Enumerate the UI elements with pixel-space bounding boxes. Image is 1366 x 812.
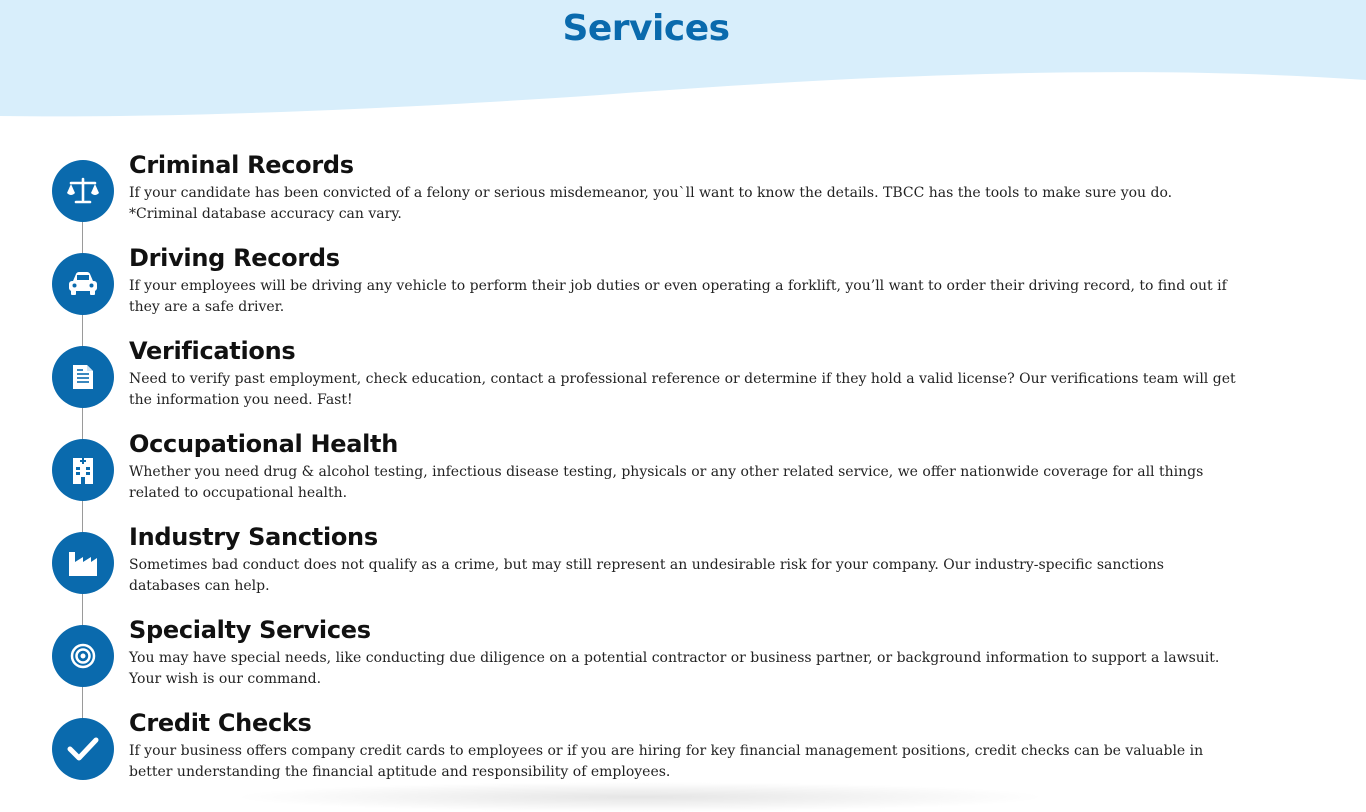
service-title: Specialty Services	[129, 616, 371, 644]
service-item-industry-sanctions	[0, 523, 1366, 622]
checkmark-icon	[52, 718, 114, 780]
service-title: Credit Checks	[129, 709, 312, 737]
service-title: Industry Sanctions	[129, 523, 378, 551]
service-item-verifications	[0, 337, 1366, 436]
scales-icon	[52, 160, 114, 222]
service-description: If your employees will be driving any vehicle to perform their job duties or even operating a forklift, you’ll want to order their driving record, to find out if they are a safe driver.	[129, 278, 1227, 315]
service-title: Driving Records	[129, 244, 340, 272]
document-icon	[52, 346, 114, 408]
service-title: Occupational Health	[129, 430, 399, 458]
service-description: If your candidate has been convicted of a felony or serious misdemeanor, you`ll want to know the details. TBCC has the tools to make sure you do. *Criminal database accuracy can vary.	[129, 185, 1173, 222]
service-item-driving-records	[0, 244, 1366, 343]
service-description: Need to verify past employment, check education, contact a professional reference or determine if they hold a valid license? Our verifications team will get the information you need. Fast!	[129, 371, 1236, 408]
service-item-specialty-services	[0, 616, 1366, 715]
service-item-criminal-records	[0, 151, 1366, 250]
service-description: If your business offers company credit cards to employees or if you are hiring for key financial management positions, credit checks can be valuable in better understanding the financial aptitude and responsibility of employees.	[129, 743, 1204, 780]
service-description: Whether you need drug & alcohol testing, infectious disease testing, physicals or any other related service, we offer nationwide coverage for all things related to occupational health.	[129, 464, 1204, 501]
bottom-shadow	[230, 782, 1050, 812]
target-icon	[52, 625, 114, 687]
service-description: Sometimes bad conduct does not qualify as a crime, but may still represent an undesirable risk for your company. Our industry-specific sanctions databases can help.	[129, 557, 1164, 594]
factory-icon	[52, 532, 114, 594]
services-header	[0, 0, 1366, 125]
car-icon	[52, 253, 114, 315]
hospital-icon	[52, 439, 114, 501]
service-item-occupational-health	[0, 430, 1366, 529]
service-title: Verifications	[129, 337, 296, 365]
page-title: Services	[562, 8, 730, 49]
service-description: You may have special needs, like conducting due diligence on a potential contractor or business partner, or background information to support a lawsuit. Your wish is our command.	[129, 650, 1220, 687]
service-title: Criminal Records	[129, 151, 354, 179]
